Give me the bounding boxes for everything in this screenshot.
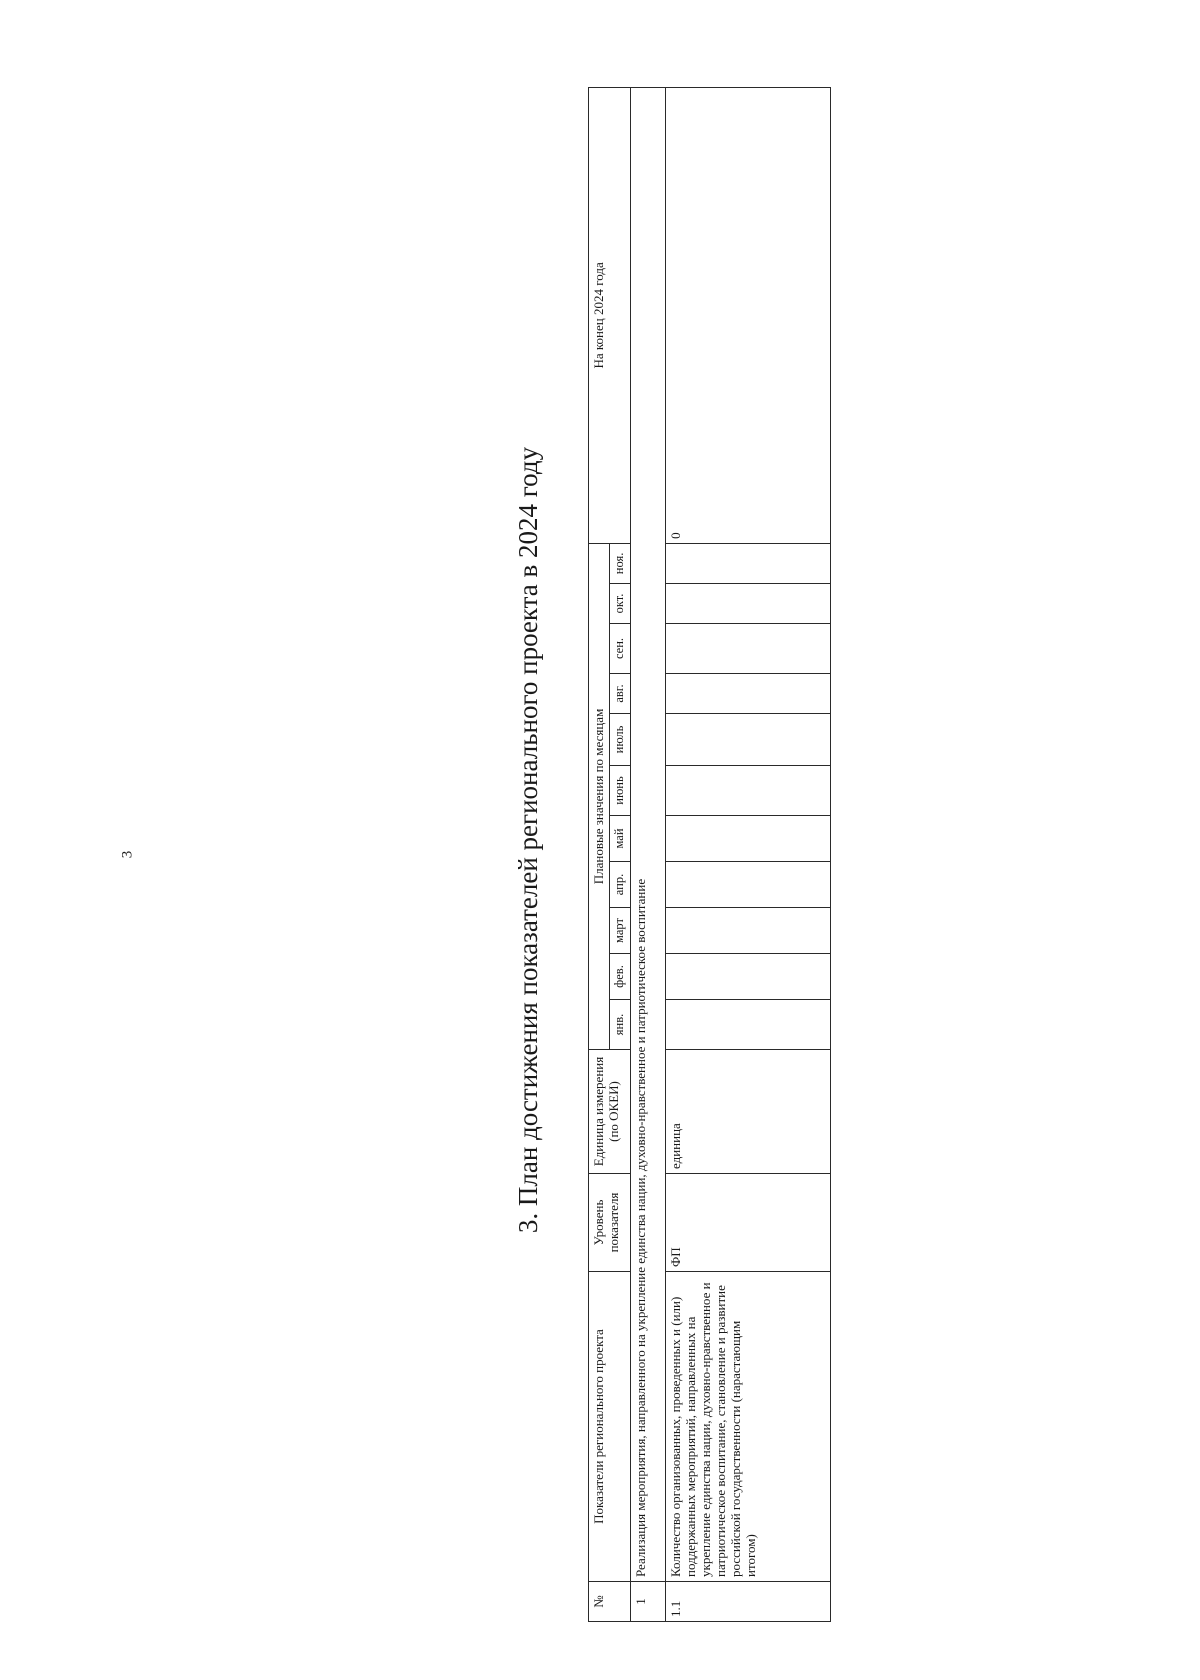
header-month-jan: янв. [610, 1000, 631, 1050]
row-month-sep [666, 624, 831, 674]
header-indicator: Показатели регионального проекта [589, 1272, 631, 1582]
row-indicator: Количество организованных, проведенных и (или) поддержанных мероприятий, направленных на укрепление единства нации, духовно-нравственное и патриотическое воспитание, становление и развитие российской государственности (нарастающим итогом) [666, 1272, 831, 1582]
header-month-oct: окт. [610, 584, 631, 624]
row-month-apr [666, 862, 831, 908]
row-month-aug [666, 674, 831, 714]
header-level: Уровень показателя [589, 1174, 631, 1272]
page-number: 3 [119, 850, 136, 859]
section-row [631, 87, 666, 1621]
row-month-nov [666, 543, 831, 583]
rotated-content [500, 35, 800, 1645]
row-month-mar [666, 908, 831, 954]
row-month-jan [666, 1000, 831, 1050]
header-year-end: На конец 2024 года [589, 87, 631, 543]
header-month-apr: апр. [610, 862, 631, 908]
header-month-aug: авг. [610, 674, 631, 714]
page-title: 3. План достижения показателей регионального проекта в 2024 году [513, 446, 543, 1234]
table-row [666, 87, 831, 1621]
plan-table-wrapper [588, 88, 796, 1622]
section-num: 1 [631, 1582, 666, 1622]
row-month-may [666, 816, 831, 862]
header-month-jun: июнь [610, 766, 631, 816]
row-num: 1.1 [666, 1582, 831, 1622]
row-year-end: 0 [666, 87, 831, 543]
header-month-mar: март [610, 908, 631, 954]
row-level: ФП [666, 1174, 831, 1272]
header-month-may: май [610, 816, 631, 862]
row-month-oct [666, 584, 831, 624]
header-num: № [589, 1582, 631, 1622]
row-month-jul [666, 714, 831, 766]
header-month-sep: сен. [610, 624, 631, 674]
header-month-jul: июль [610, 714, 631, 766]
row-month-jun [666, 766, 831, 816]
row-month-feb [666, 954, 831, 1000]
header-monthly-group: Плановые значения по месяцам [589, 543, 610, 1049]
section-title: Реализация мероприятия, направленного на укрепление единства нации, духовно-нравственное и патриотическое воспитание [631, 87, 666, 1581]
header-month-feb: фев. [610, 954, 631, 1000]
header-row-1 [589, 87, 610, 1621]
header-unit: Единица измерения (по ОКЕИ) [589, 1050, 631, 1174]
header-month-nov: ноя. [610, 543, 631, 583]
plan-table [588, 87, 831, 1622]
row-unit: единица [666, 1050, 831, 1174]
